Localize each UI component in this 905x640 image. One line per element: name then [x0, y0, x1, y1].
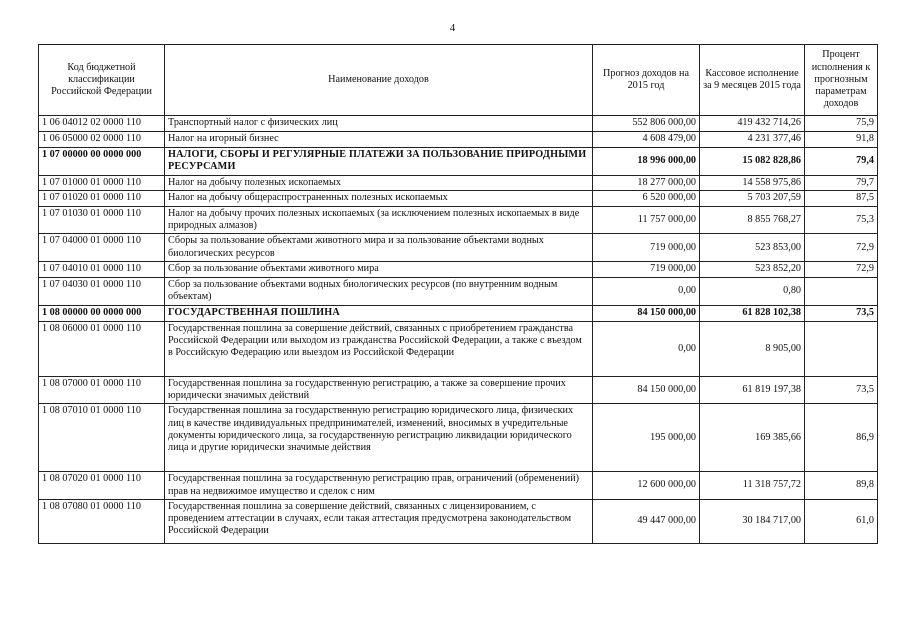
row-cash: 8 905,00 [700, 321, 805, 376]
row-percent: 79,4 [805, 148, 878, 176]
row-forecast: 0,00 [593, 278, 700, 306]
row-code: 1 07 04030 01 0000 110 [39, 278, 165, 306]
row-forecast: 84 150 000,00 [593, 376, 700, 404]
row-name: Государственная пошлина за совершение действий, связанных с лицензированием, с проведением аттестации в случаях, если такая аттестация предусмотрена законодательством Российской Федерации [165, 499, 593, 543]
row-forecast: 0,00 [593, 321, 700, 376]
table-row [39, 190, 878, 206]
table-row [39, 206, 878, 234]
table-row [39, 262, 878, 278]
row-name: Государственная пошлина за совершение действий, связанных с приобретением гражданства Российской Федерации или выходом из гражданства Российской Федерации, а также с въездом в Российскую Федерацию или выездом из Российской Федерации [165, 321, 593, 376]
row-percent: 73,5 [805, 376, 878, 404]
row-cash: 419 432 714,26 [700, 116, 805, 132]
table-row [39, 376, 878, 404]
table-row [39, 404, 878, 472]
row-cash: 61 828 102,38 [700, 305, 805, 321]
row-name: Налог на игорный бизнес [165, 132, 593, 148]
row-percent: 79,7 [805, 175, 878, 190]
row-forecast: 18 996 000,00 [593, 148, 700, 176]
row-percent: 72,9 [805, 262, 878, 278]
row-forecast: 49 447 000,00 [593, 499, 700, 543]
row-forecast: 4 608 479,00 [593, 132, 700, 148]
row-forecast: 12 600 000,00 [593, 472, 700, 500]
row-forecast: 552 806 000,00 [593, 116, 700, 132]
row-percent: 72,9 [805, 234, 878, 262]
row-percent: 89,8 [805, 472, 878, 500]
row-code: 1 07 04000 01 0000 110 [39, 234, 165, 262]
row-name: Налог на добычу общераспространенных полезных ископаемых [165, 190, 593, 206]
row-code: 1 07 00000 00 0000 000 [39, 148, 165, 176]
row-name: НАЛОГИ, СБОРЫ И РЕГУЛЯРНЫЕ ПЛАТЕЖИ ЗА ПОЛЬЗОВАНИЕ ПРИРОДНЫМИ РЕСУРСАМИ [165, 148, 593, 176]
header-code: Код бюджетной классификации Российской Федерации [39, 45, 165, 116]
row-percent [805, 321, 878, 376]
row-forecast: 195 000,00 [593, 404, 700, 472]
row-forecast: 11 757 000,00 [593, 206, 700, 234]
row-code: 1 07 04010 01 0000 110 [39, 262, 165, 278]
header-forecast: Прогноз доходов на 2015 год [593, 45, 700, 116]
row-name: Налог на добычу прочих полезных ископаемых (за исключением полезных ископаемых в виде природных алмазов) [165, 206, 593, 234]
row-cash: 523 852,20 [700, 262, 805, 278]
header-cash: Кассовое исполнение за 9 месяцев 2015 года [700, 45, 805, 116]
table-row [39, 234, 878, 262]
row-code: 1 08 07000 01 0000 110 [39, 376, 165, 404]
row-cash: 30 184 717,00 [700, 499, 805, 543]
row-cash: 14 558 975,86 [700, 175, 805, 190]
row-percent: 61,0 [805, 499, 878, 543]
row-name: Сбор за пользование объектами водных биологических ресурсов (по внутренним водным объектам) [165, 278, 593, 306]
row-name: Транспортный налог с физических лиц [165, 116, 593, 132]
table-row [39, 175, 878, 190]
row-code: 1 07 01030 01 0000 110 [39, 206, 165, 234]
row-cash: 0,80 [700, 278, 805, 306]
row-code: 1 07 01000 01 0000 110 [39, 175, 165, 190]
row-cash: 523 853,00 [700, 234, 805, 262]
row-name: ГОСУДАРСТВЕННАЯ ПОШЛИНА [165, 305, 593, 321]
row-forecast: 719 000,00 [593, 234, 700, 262]
row-percent: 73,5 [805, 305, 878, 321]
table-row [39, 148, 878, 176]
table-row [39, 321, 878, 376]
table-header-row [39, 45, 878, 116]
header-name: Наименование доходов [165, 45, 593, 116]
row-percent: 75,9 [805, 116, 878, 132]
row-percent: 87,5 [805, 190, 878, 206]
row-code: 1 08 07010 01 0000 110 [39, 404, 165, 472]
row-name: Государственная пошлина за государственную регистрацию прав, ограничений (обременений) прав на недвижимое имущество и сделок с ним [165, 472, 593, 500]
row-cash: 169 385,66 [700, 404, 805, 472]
table-row [39, 132, 878, 148]
header-percent: Процент исполнения к прогнозным параметрам доходов [805, 45, 878, 116]
row-percent: 91,8 [805, 132, 878, 148]
row-forecast: 719 000,00 [593, 262, 700, 278]
table-row [39, 472, 878, 500]
row-percent: 75,3 [805, 206, 878, 234]
row-code: 1 06 04012 02 0000 110 [39, 116, 165, 132]
table-row [39, 278, 878, 306]
row-code: 1 08 07020 01 0000 110 [39, 472, 165, 500]
row-name: Налог на добычу полезных ископаемых [165, 175, 593, 190]
row-code: 1 06 05000 02 0000 110 [39, 132, 165, 148]
table-row [39, 305, 878, 321]
table-row [39, 499, 878, 543]
row-forecast: 84 150 000,00 [593, 305, 700, 321]
row-name: Государственная пошлина за государственную регистрацию юридического лица, физических лиц в качестве индивидуальных предпринимателей, изменений, вносимых в учредительные документы юридического лица, за государственную регистрацию ликвидации юридического лица и другие юридически значимые действия [165, 404, 593, 472]
row-percent [805, 278, 878, 306]
row-name: Сбор за пользование объектами животного мира [165, 262, 593, 278]
row-code: 1 08 07080 01 0000 110 [39, 499, 165, 543]
row-cash: 4 231 377,46 [700, 132, 805, 148]
row-code: 1 08 00000 00 0000 000 [39, 305, 165, 321]
table-body [39, 116, 878, 544]
row-cash: 61 819 197,38 [700, 376, 805, 404]
revenue-table [38, 44, 878, 544]
row-code: 1 08 06000 01 0000 110 [39, 321, 165, 376]
row-percent: 86,9 [805, 404, 878, 472]
row-forecast: 6 520 000,00 [593, 190, 700, 206]
row-forecast: 18 277 000,00 [593, 175, 700, 190]
row-cash: 5 703 207,59 [700, 190, 805, 206]
row-name: Государственная пошлина за государственную регистрацию, а также за совершение прочих юридически значимых действий [165, 376, 593, 404]
row-cash: 15 082 828,86 [700, 148, 805, 176]
row-name: Сборы за пользование объектами животного мира и за пользование объектами водных биологических ресурсов [165, 234, 593, 262]
row-code: 1 07 01020 01 0000 110 [39, 190, 165, 206]
row-cash: 8 855 768,27 [700, 206, 805, 234]
page-number: 4 [449, 22, 456, 34]
table-row [39, 116, 878, 132]
row-cash: 11 318 757,72 [700, 472, 805, 500]
